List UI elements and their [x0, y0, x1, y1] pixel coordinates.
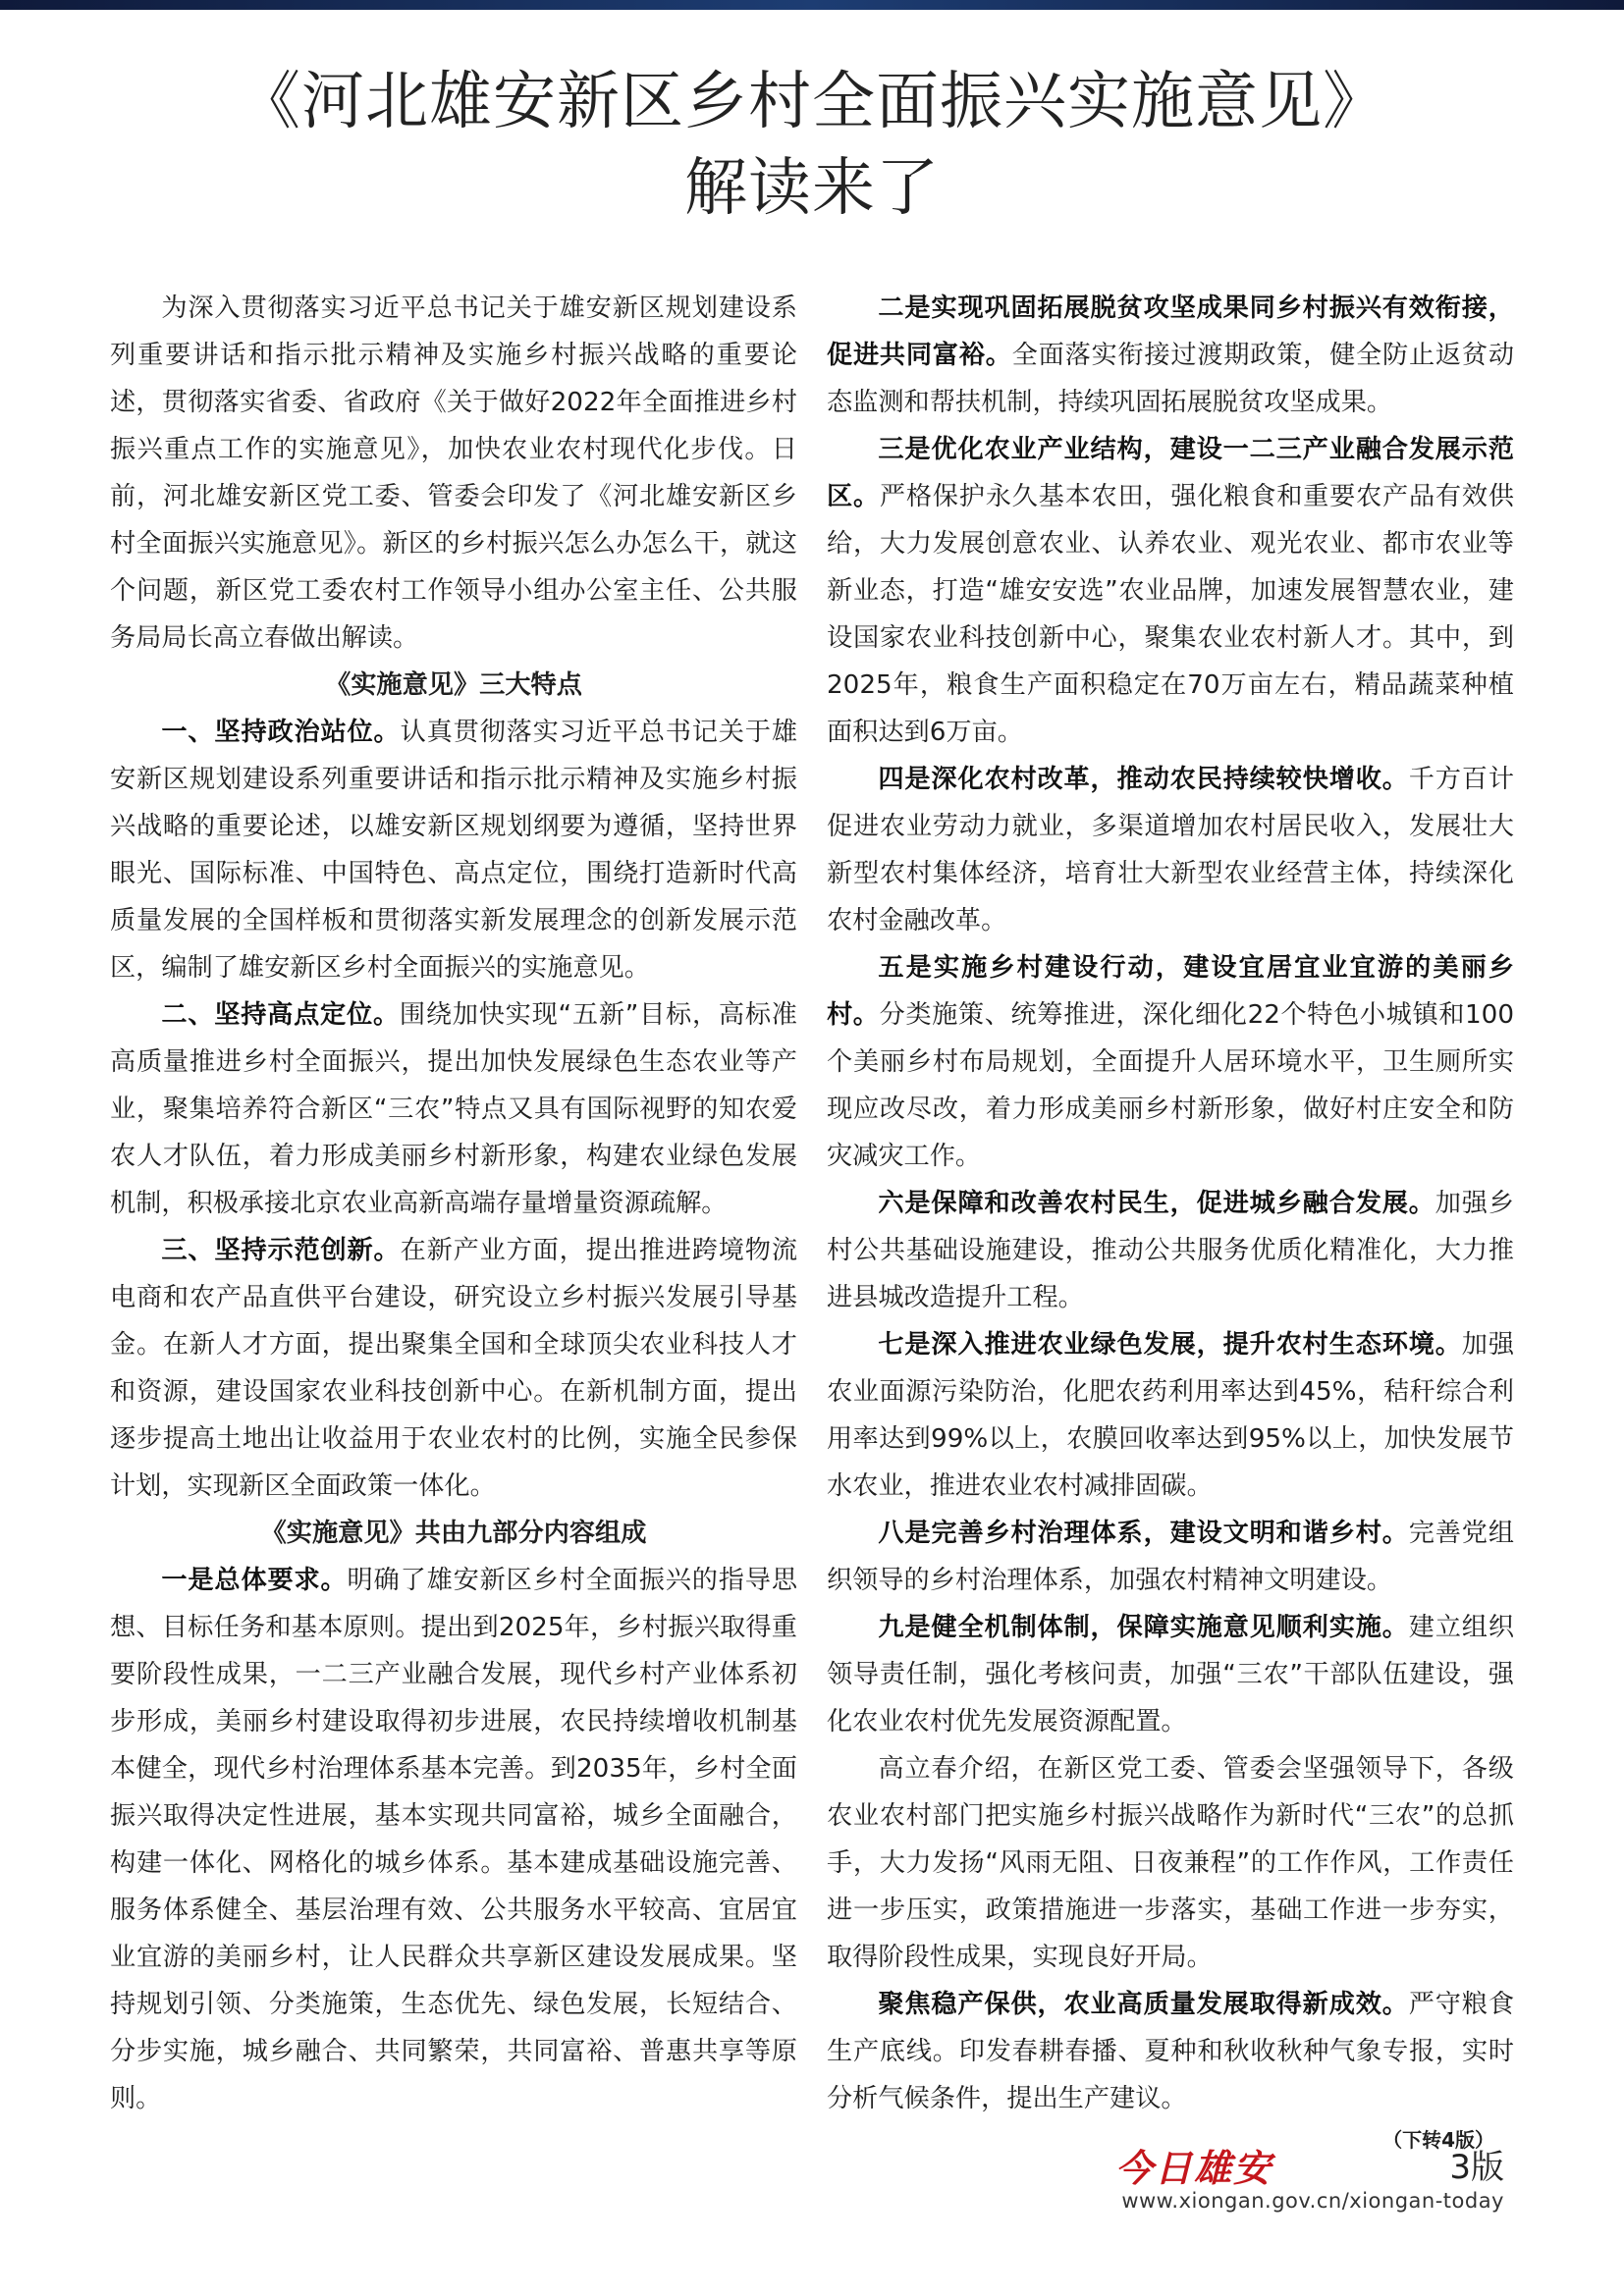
part-1-lead: 一是总体要求。: [161, 1566, 348, 1595]
part-2-lead: 二是实现巩固拓展脱贫攻坚成果同乡村振兴有效衔接，促进共同富裕。: [827, 294, 1514, 370]
part-4-lead: 四是深化农村改革，推动农民持续较快增收。: [878, 765, 1409, 794]
part-1-text: 明确了雄安新区乡村全面振兴的指导思想、目标任务和基本原则。提出到2025年，乡村振兴取得重要阶段性成果，一二三产业融合发展，现代乡村产业体系初步形成，美丽乡村建设取得初步进展，农民持续增收机制基本健全，现代乡村治理体系基本完善。到2035年，乡村全面振兴取得决定性进展，基本实现共同富裕，城乡全面融合，构建一体化、网格化的城乡体系。基本建成基础设施完善、服务体系健全、基层治理有效、公共服务水平较高、宜居宜业宜游的美丽乡村，让人民群众共享新区建设发展成果。坚持规划引领、分类施策，生态优先、绿色发展，长短结合、分步实施，城乡融合、共同繁荣，共同富裕、普惠共享等原则。: [110, 1566, 798, 2113]
page-footer: [1011, 2138, 1508, 2226]
feature-1-lead: 一、坚持政治站位。: [161, 718, 401, 747]
section-heading-parts: 《实施意见》共由九部分内容组成: [260, 1519, 647, 1548]
feature-1-paragraph: [110, 709, 797, 991]
part-2-paragraph: [827, 285, 1514, 426]
summary-paragraph: 高立春介绍，在新区党工委、管委会坚强领导下，各级农业农村部门把实施乡村振兴战略作为新时代“三农”的总抓手，大力发扬“风雨无阻、日夜兼程”的工作作风，工作责任进一步压实，政策措施进一步落实，基础工作进一步夯实，取得阶段性成果，实现良好开局。: [827, 1754, 1514, 1972]
part-7-text: 加强农业面源污染防治，化肥农药利用率达到45%，秸秆综合利用率达到99%以上，农膜回收率达到95%以上，加快发展节水农业，推进农业农村减排固碳。: [827, 1330, 1515, 1501]
part-8-paragraph: [827, 1510, 1514, 1604]
right-column: [827, 285, 1514, 2158]
part-4-text: 千方百计促进农业劳动力就业，多渠道增加农村居民收入，发展壮大新型农村集体经济，培育壮大新型农业经营主体，持续深化农村金融改革。: [827, 765, 1515, 935]
page-number: 3版: [1449, 2148, 1504, 2187]
part-7-paragraph: [827, 1321, 1514, 1510]
part-5-lead: 五是实施乡村建设行动，建设宜居宜业宜游的美丽乡村。: [827, 953, 1514, 1030]
feature-3-paragraph: [110, 1227, 797, 1510]
title-line-1: 《河北雄安新区乡村全面振兴实施意见》: [238, 66, 1386, 138]
part-3-lead: 三是优化农业产业结构，建设一二三产业融合发展示范区。: [827, 435, 1514, 511]
part-8-lead: 八是完善乡村治理体系，建设文明和谐乡村。: [878, 1519, 1409, 1548]
feature-2-text: 围绕加快实现“五新”目标，高标准高质量推进乡村全面振兴，提出加快发展绿色生态农业等产业，聚集培养符合新区“三农”特点又具有国际视野的知农爱农人才队伍，着力形成美丽乡村新形象，构建农业绿色发展机制，积极承接北京农业高新高端存量增量资源疏解。: [110, 1000, 797, 1218]
part-2-text: 全面落实衔接过渡期政策，健全防止返贫动态监测和帮扶机制，持续巩固拓展脱贫攻坚成果。: [827, 341, 1515, 417]
footer-url: www.xiongan.gov.cn/xiongan-today: [1121, 2189, 1504, 2213]
results-paragraph: [827, 1981, 1514, 2122]
top-bar: [0, 0, 1624, 10]
part-5-paragraph: [827, 944, 1514, 1180]
part-6-paragraph: [827, 1180, 1514, 1321]
feature-3-text: 在新产业方面，提出推进跨境物流电商和农产品直供平台建设，研究设立乡村振兴发展引导基金。在新人才方面，提出聚集全国和全球顶尖农业科技人才和资源，建设国家农业科技创新中心。在新机制方面，提出逐步提高土地出让收益用于农业农村的比例，实施全民参保计划，实现新区全面政策一体化。: [110, 1236, 798, 1501]
part-9-paragraph: [827, 1604, 1514, 1745]
article-title: [0, 59, 1624, 232]
part-5-text: 分类施策、统筹推进，深化细化22个特色小城镇和100个美丽乡村布局规划，全面提升人居环境水平，卫生厕所实现应改尽改，着力形成美丽乡村新形象，做好村庄安全和防灾减灾工作。: [827, 1000, 1514, 1171]
intro-paragraph: 为深入贯彻落实习近平总书记关于雄安新区规划建设系列重要讲话和指示批示精神及实施乡村振兴战略的重要论述，贯彻落实省委、省政府《关于做好2022年全面推进乡村振兴重点工作的实施意见》，加快农业农村现代化步伐。日前，河北雄安新区党工委、管委会印发了《河北雄安新区乡村全面振兴实施意见》。新区的乡村振兴怎么办怎么干，就这个问题，新区党工委农村工作领导小组办公室主任、公共服务局局长高立春做出解读。: [110, 294, 797, 653]
part-1-paragraph: [110, 1557, 797, 2122]
results-text: 严守粮食生产底线。印发春耕春播、夏种和秋收秋种气象专报，实时分析气候条件，提出生产建议。: [827, 1990, 1515, 2113]
title-line-2: 解读来了: [684, 152, 940, 225]
part-7-lead: 七是深入推进农业绿色发展，提升农村生态环境。: [878, 1330, 1462, 1360]
part-3-paragraph: [827, 426, 1514, 756]
part-9-text: 建立组织领导责任制，强化考核问责，加强“三农”干部队伍建设，强化农业农村优先发展资源配置。: [827, 1613, 1515, 1736]
section-heading-features: 《实施意见》三大特点: [325, 670, 582, 700]
feature-2-lead: 二、坚持高点定位。: [161, 1000, 400, 1030]
part-4-paragraph: [827, 756, 1514, 944]
feature-1-text: 认真贯彻落实习近平总书记关于雄安新区规划建设系列重要讲话和指示批示精神及实施乡村振兴战略的重要论述，以雄安新区规划纲要为遵循，坚持世界眼光、国际标准、中国特色、高点定位，围绕打造新时代高质量发展的全国样板和贯彻落实新发展理念的创新发展示范区，编制了雄安新区乡村全面振兴的实施意见。: [110, 718, 798, 983]
part-9-lead: 九是健全机制体制，保障实施意见顺利实施。: [878, 1613, 1409, 1642]
part-6-lead: 六是保障和改善农村民生，促进城乡融合发展。: [878, 1189, 1435, 1218]
brand-logo: 今日雄安: [1115, 2146, 1273, 2190]
feature-3-lead: 三、坚持示范创新。: [161, 1236, 401, 1265]
left-column: [110, 285, 797, 2122]
part-6-text: 加强乡村公共基础设施建设，推动公共服务优质化精准化，大力推进县城改造提升工程。: [827, 1189, 1515, 1312]
part-8-text: 完善党组织领导的乡村治理体系，加强农村精神文明建设。: [827, 1519, 1515, 1595]
part-3-text: 严格保护永久基本农田，强化粮食和重要农产品有效供给，大力发展创意农业、认养农业、观光农业、都市农业等新业态，打造“雄安安选”农业品牌，加速发展智慧农业，建设国家农业科技创新中心，聚集农业农村新人才。其中，到2025年，粮食生产面积稳定在70万亩左右，精品蔬菜种植面积达到6万亩。: [827, 482, 1514, 747]
continued-note: （下转4版）: [1382, 2128, 1494, 2152]
results-lead: 聚焦稳产保供，农业高质量发展取得新成效。: [878, 1990, 1409, 2019]
feature-2-paragraph: [110, 991, 797, 1227]
